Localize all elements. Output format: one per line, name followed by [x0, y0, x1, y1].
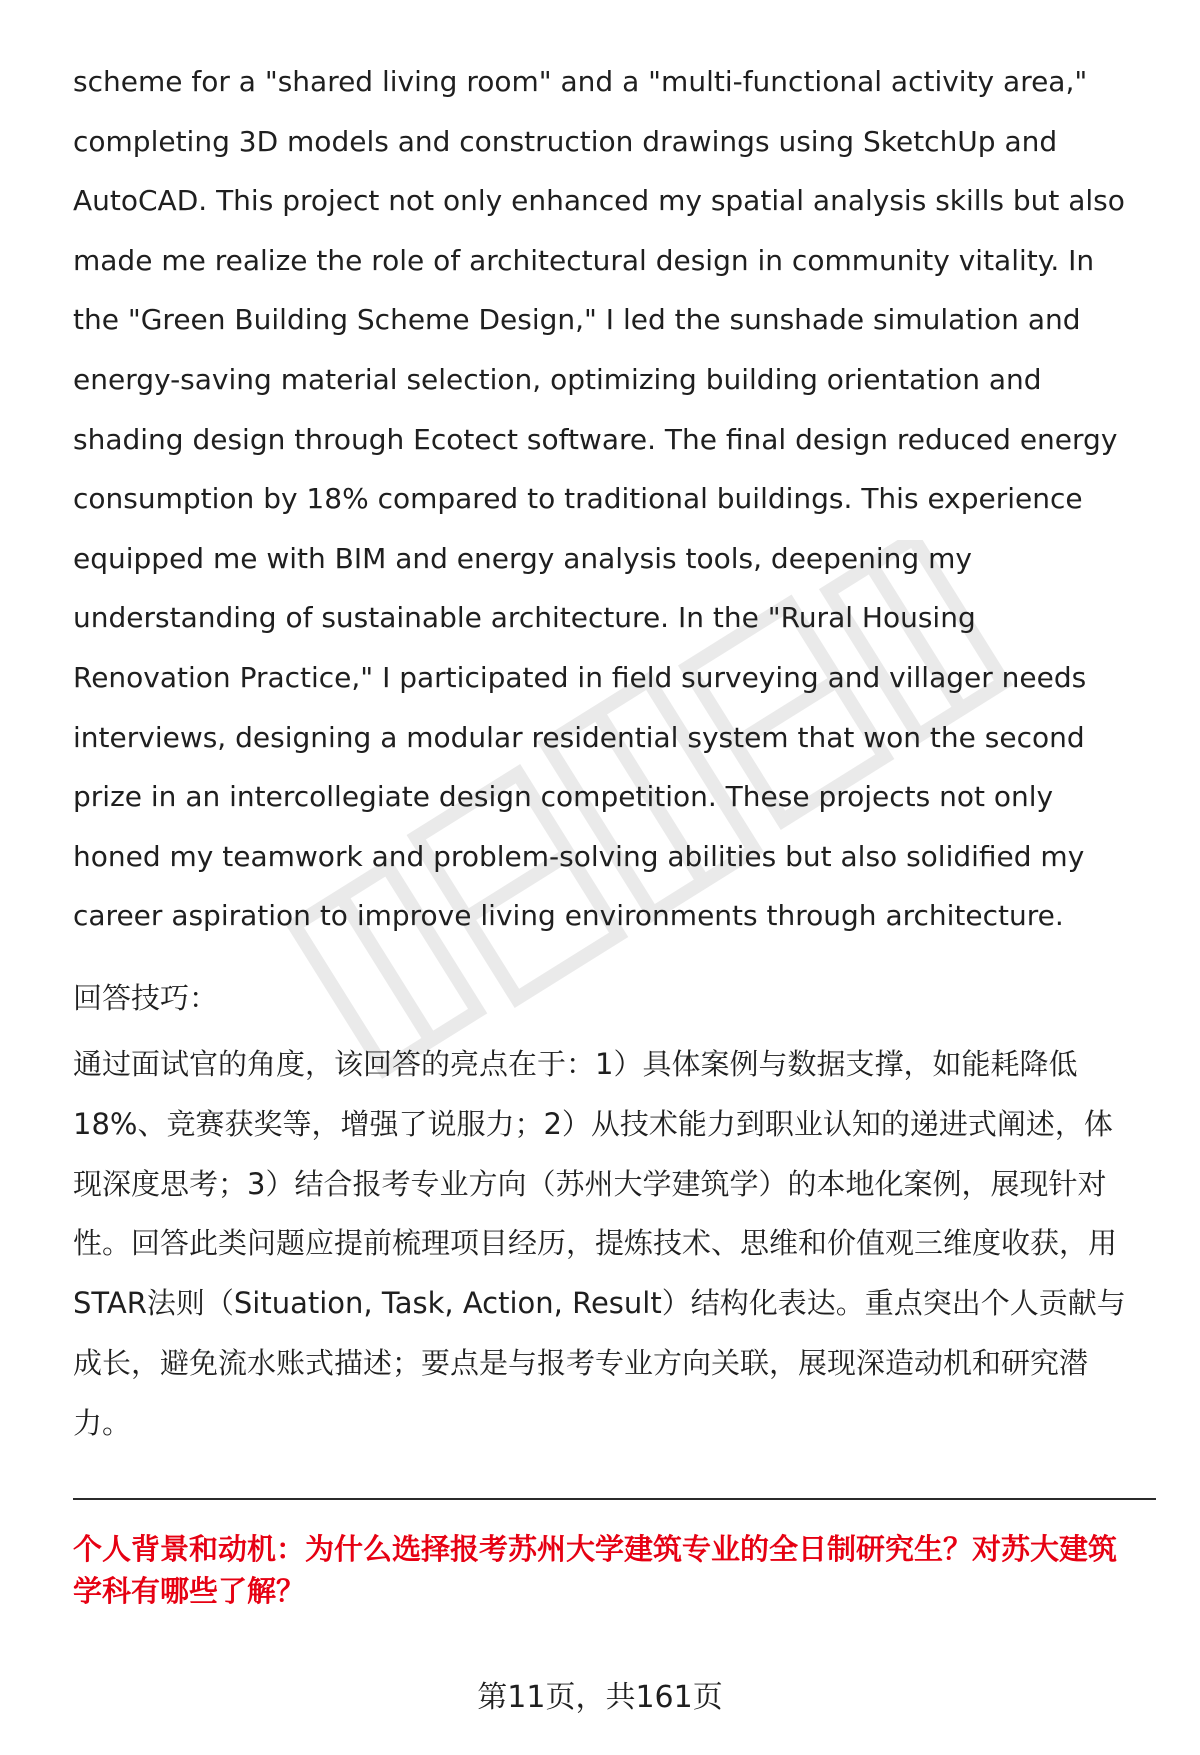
tips-line: 成长，避免流水账式描述；要点是与报考专业方向关联，展现深造动机和研究潜 — [73, 1345, 1089, 1380]
answer-paragraph — [73, 52, 1153, 946]
page-number: 第11页，共161页 — [477, 1680, 723, 1715]
answer-line: AutoCAD. This project not only enhanced my spatial analysis skills but also — [73, 184, 1125, 218]
question-line: 个人背景和动机：为什么选择报考苏州大学建筑专业的全日制研究生？对苏大建筑 — [73, 1532, 1118, 1566]
answer-line: prize in an intercollegiate design competition. These projects not only — [73, 780, 1054, 814]
tips-line: 性。回答此类问题应提前梳理项目经历，提炼技术、思维和价值观三维度收获，用 — [73, 1226, 1118, 1261]
answer-line: equipped me with BIM and energy analysis tools, deepening my — [73, 541, 972, 575]
next-question-heading — [73, 1528, 1163, 1612]
tips-line: STAR法则（Situation, Task, Action, Result）结构化表达。重点突出个人贡献与 — [73, 1286, 1126, 1321]
answer-line: Renovation Practice," I participated in field surveying and villager needs — [73, 660, 1087, 694]
answer-line: consumption by 18% compared to traditional buildings. This experience — [73, 482, 1083, 516]
answer-line: career aspiration to improve living environments through architecture. — [73, 899, 1064, 933]
tips-paragraph — [73, 1035, 1153, 1454]
answer-line: honed my teamwork and problem-solving abilities but also solidified my — [73, 839, 1085, 873]
tips-line: 力。 — [73, 1405, 132, 1440]
section-divider — [73, 1498, 1156, 1500]
tips-line: 18%、竞赛获奖等，增强了说服力；2）从技术能力到职业认知的递进式阐述，体 — [73, 1106, 1113, 1141]
answer-line: energy-saving material selection, optimizing building orientation and — [73, 362, 1042, 396]
answer-line: scheme for a "shared living room" and a "multi-functional activity area," — [73, 65, 1088, 98]
question-line: 学科有哪些了解？ — [73, 1574, 306, 1608]
tips-line: 通过面试官的角度，该回答的亮点在于：1）具体案例与数据支撑，如能耗降低 — [73, 1047, 1078, 1081]
tips-line: 现深度思考；3）结合报考专业方向（苏州大学建筑学）的本地化案例，展现针对 — [73, 1166, 1107, 1201]
tips-heading: 回答技巧： — [73, 981, 219, 1015]
answer-line: understanding of sustainable architecture. In the "Rural Housing — [73, 601, 976, 635]
answer-line: shading design through Ecotect software. The final design reduced energy — [73, 422, 1118, 456]
answer-line: completing 3D models and construction drawings using SketchUp and — [73, 124, 1058, 158]
answer-line: made me realize the role of architectural design in community vitality. In — [73, 243, 1095, 277]
answer-line: the "Green Building Scheme Design," I led the sunshade simulation and — [73, 303, 1081, 337]
answer-line: interviews, designing a modular residential system that won the second — [73, 720, 1085, 754]
